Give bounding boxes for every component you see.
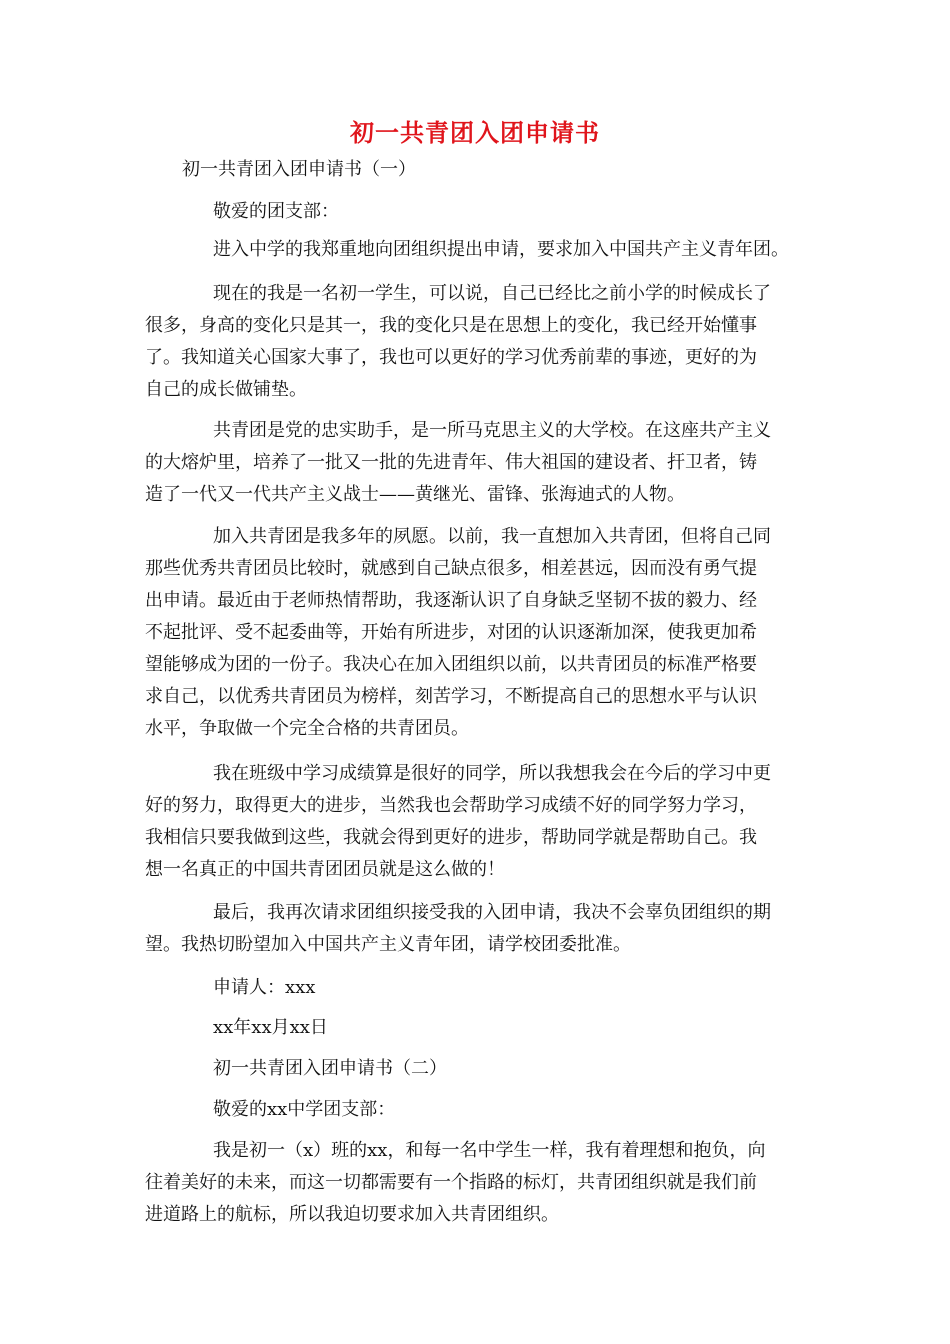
- paragraph-6: [145, 897, 825, 961]
- line: 望能够成为团的一份子。我决心在加入团组织以前，以共青团员的标准严格要: [145, 654, 757, 675]
- line: 进入中学的我郑重地向团组织提出申请，要求加入中国共产主义青年团。: [213, 239, 789, 260]
- applicant-line: 申请人：xxx: [213, 977, 316, 998]
- paragraph-3: [145, 415, 825, 511]
- line: 好的努力，取得更大的进步，当然我也会帮助学习成绩不好的同学努力学习，: [145, 795, 757, 816]
- line: 望。我热切盼望加入中国共产主义青年团，请学校团委批准。: [145, 934, 631, 955]
- line: 不起批评、受不起委曲等，开始有所进步，对团的认识逐渐加深，使我更加希: [145, 622, 757, 643]
- paragraph-1: [145, 234, 893, 266]
- line: 我相信只要我做到这些，我就会得到更好的进步，帮助同学就是帮助自己。我: [145, 827, 757, 848]
- salutation-2: 敬爱的xx中学团支部：: [213, 1099, 396, 1120]
- section1-heading: 初一共青团入团申请书（一）: [182, 159, 416, 180]
- line: 造了一代又一代共产主义战士——黄继光、雷锋、张海迪式的人物。: [145, 484, 685, 505]
- line: 想一名真正的中国共青团团员就是这么做的！: [145, 859, 505, 880]
- date-line: xx年xx月xx日: [213, 1017, 328, 1038]
- line: 往着美好的未来，而这一切都需要有一个指路的标灯，共青团组织就是我们前: [145, 1172, 757, 1193]
- paragraph-7: [145, 1135, 825, 1231]
- line: 进道路上的航标，所以我迫切要求加入共青团组织。: [145, 1204, 559, 1225]
- line: 我是初一（x）班的xx，和每一名中学生一样，我有着理想和抱负，向: [213, 1140, 766, 1161]
- line: 那些优秀共青团员比较时，就感到自己缺点很多，相差甚远，因而没有勇气提: [145, 558, 757, 579]
- salutation-1: 敬爱的团支部：: [213, 201, 339, 222]
- line: 自己的成长做铺垫。: [145, 379, 307, 400]
- paragraph-4: [145, 521, 825, 745]
- paragraph-5: [145, 758, 825, 886]
- line: 出申请。最近由于老师热情帮助，我逐渐认识了自身缺乏坚韧不拔的毅力、经: [145, 590, 757, 611]
- line: 的大熔炉里，培养了一批又一批的先进青年、伟大祖国的建设者、扞卫者，铸: [145, 452, 757, 473]
- line: 我在班级中学习成绩算是很好的同学，所以我想我会在今后的学习中更: [213, 763, 771, 784]
- line: 加入共青团是我多年的夙愿。以前，我一直想加入共青团，但将自己同: [213, 526, 771, 547]
- document-title: 初一共青团入团申请书: [350, 119, 600, 147]
- line: 现在的我是一名初一学生，可以说，自己已经比之前小学的时候成长了: [213, 283, 771, 304]
- line: 了。我知道关心国家大事了，我也可以更好的学习优秀前辈的事迹，更好的为: [145, 347, 757, 368]
- paragraph-2: [145, 278, 825, 406]
- line: 最后，我再次请求团组织接受我的入团申请，我决不会辜负团组织的期: [213, 902, 771, 923]
- line: 水平，争取做一个完全合格的共青团员。: [145, 718, 469, 739]
- line: 共青团是党的忠实助手，是一所马克思主义的大学校。在这座共产主义: [213, 420, 771, 441]
- line: 求自己，以优秀共青团员为榜样，刻苦学习，不断提高自己的思想水平与认识: [145, 686, 757, 707]
- section2-heading: 初一共青团入团申请书（二）: [213, 1058, 447, 1079]
- line: 很多，身高的变化只是其一，我的变化只是在思想上的变化，我已经开始懂事: [145, 315, 757, 336]
